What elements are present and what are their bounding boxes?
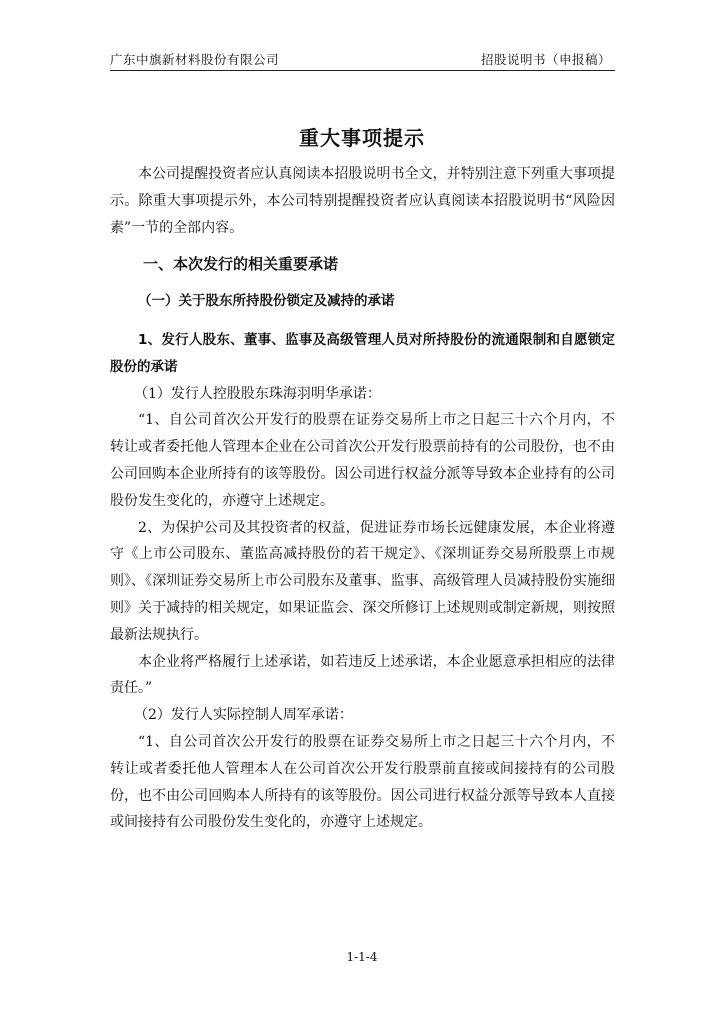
commitment-label-controlling-shareholder: （1）发行人控股股东珠海羽明华承诺： [134, 385, 381, 402]
commitment-paragraph: 本企业将严格履行上述承诺，如若违反上述承诺，本企业愿意承担相应的法律责任。” [110, 653, 615, 697]
commitment-paragraph: 2、为保护公司及其投资者的权益，促进证券市场长远健康发展，本企业将遵守《上市公司股东、董监高减持股份的若干规定》、《深圳证券交易所股票上市规则》、《深圳证券交易所上市公司股东及董事、监事、高级管理人员减持股份实施细则》关于减持的相关规定，如果证监会、深交所修订上述规则或制定新规，则按照最新法规执行。 [110, 519, 615, 643]
section-heading: 一、本次发行的相关重要承诺 [143, 255, 339, 274]
document-body [110, 161, 615, 836]
item-heading: 1、发行人股东、董事、监事及高级管理人员对所持股份的流通限制和自愿锁定股份的承诺 [110, 331, 615, 375]
page-number: 1-1-4 [346, 950, 378, 964]
subsection-heading: （一）关于股东所持股份锁定及减持的承诺 [138, 293, 395, 310]
commitment-paragraph: “1、自公司首次公开发行的股票在证券交易所上市之日起三十六个月内，不转让或者委托他人管理本企业在公司首次公开发行股票前持有的公司股份，也不由公司回购本企业所持有的该等股份。因公司进行权益分派等导致本企业持有的公司股份发生变化的，亦遵守上述规定。 [110, 412, 615, 509]
page-header [110, 50, 615, 71]
commitment-paragraph: “1、自公司首次公开发行的股票在证券交易所上市之日起三十六个月内，不转让或者委托他人管理本人在公司首次公开发行股票前直接或间接持有的公司股份，也不由公司回购本人所持有的该等股份。因公司进行权益分派等导致本人直接或间接持有公司股份发生变化的，亦遵守上述规定。 [110, 733, 615, 831]
intro-paragraph: 本公司提醒投资者应认真阅读本招股说明书全文，并特别注意下列重大事项提示。除重大事项提示外，本公司特别提醒投资者应认真阅读本招股说明书“风险因素”一节的全部内容。 [110, 166, 615, 236]
commitment-label-actual-controller: （2）发行人实际控制人周军承诺： [134, 707, 353, 724]
document-title: 重大事项提示 [299, 126, 425, 150]
header-company-name: 广东中旗新材料股份有限公司 [110, 52, 280, 67]
header-document-type: 招股说明书（申报稿） [480, 52, 611, 67]
